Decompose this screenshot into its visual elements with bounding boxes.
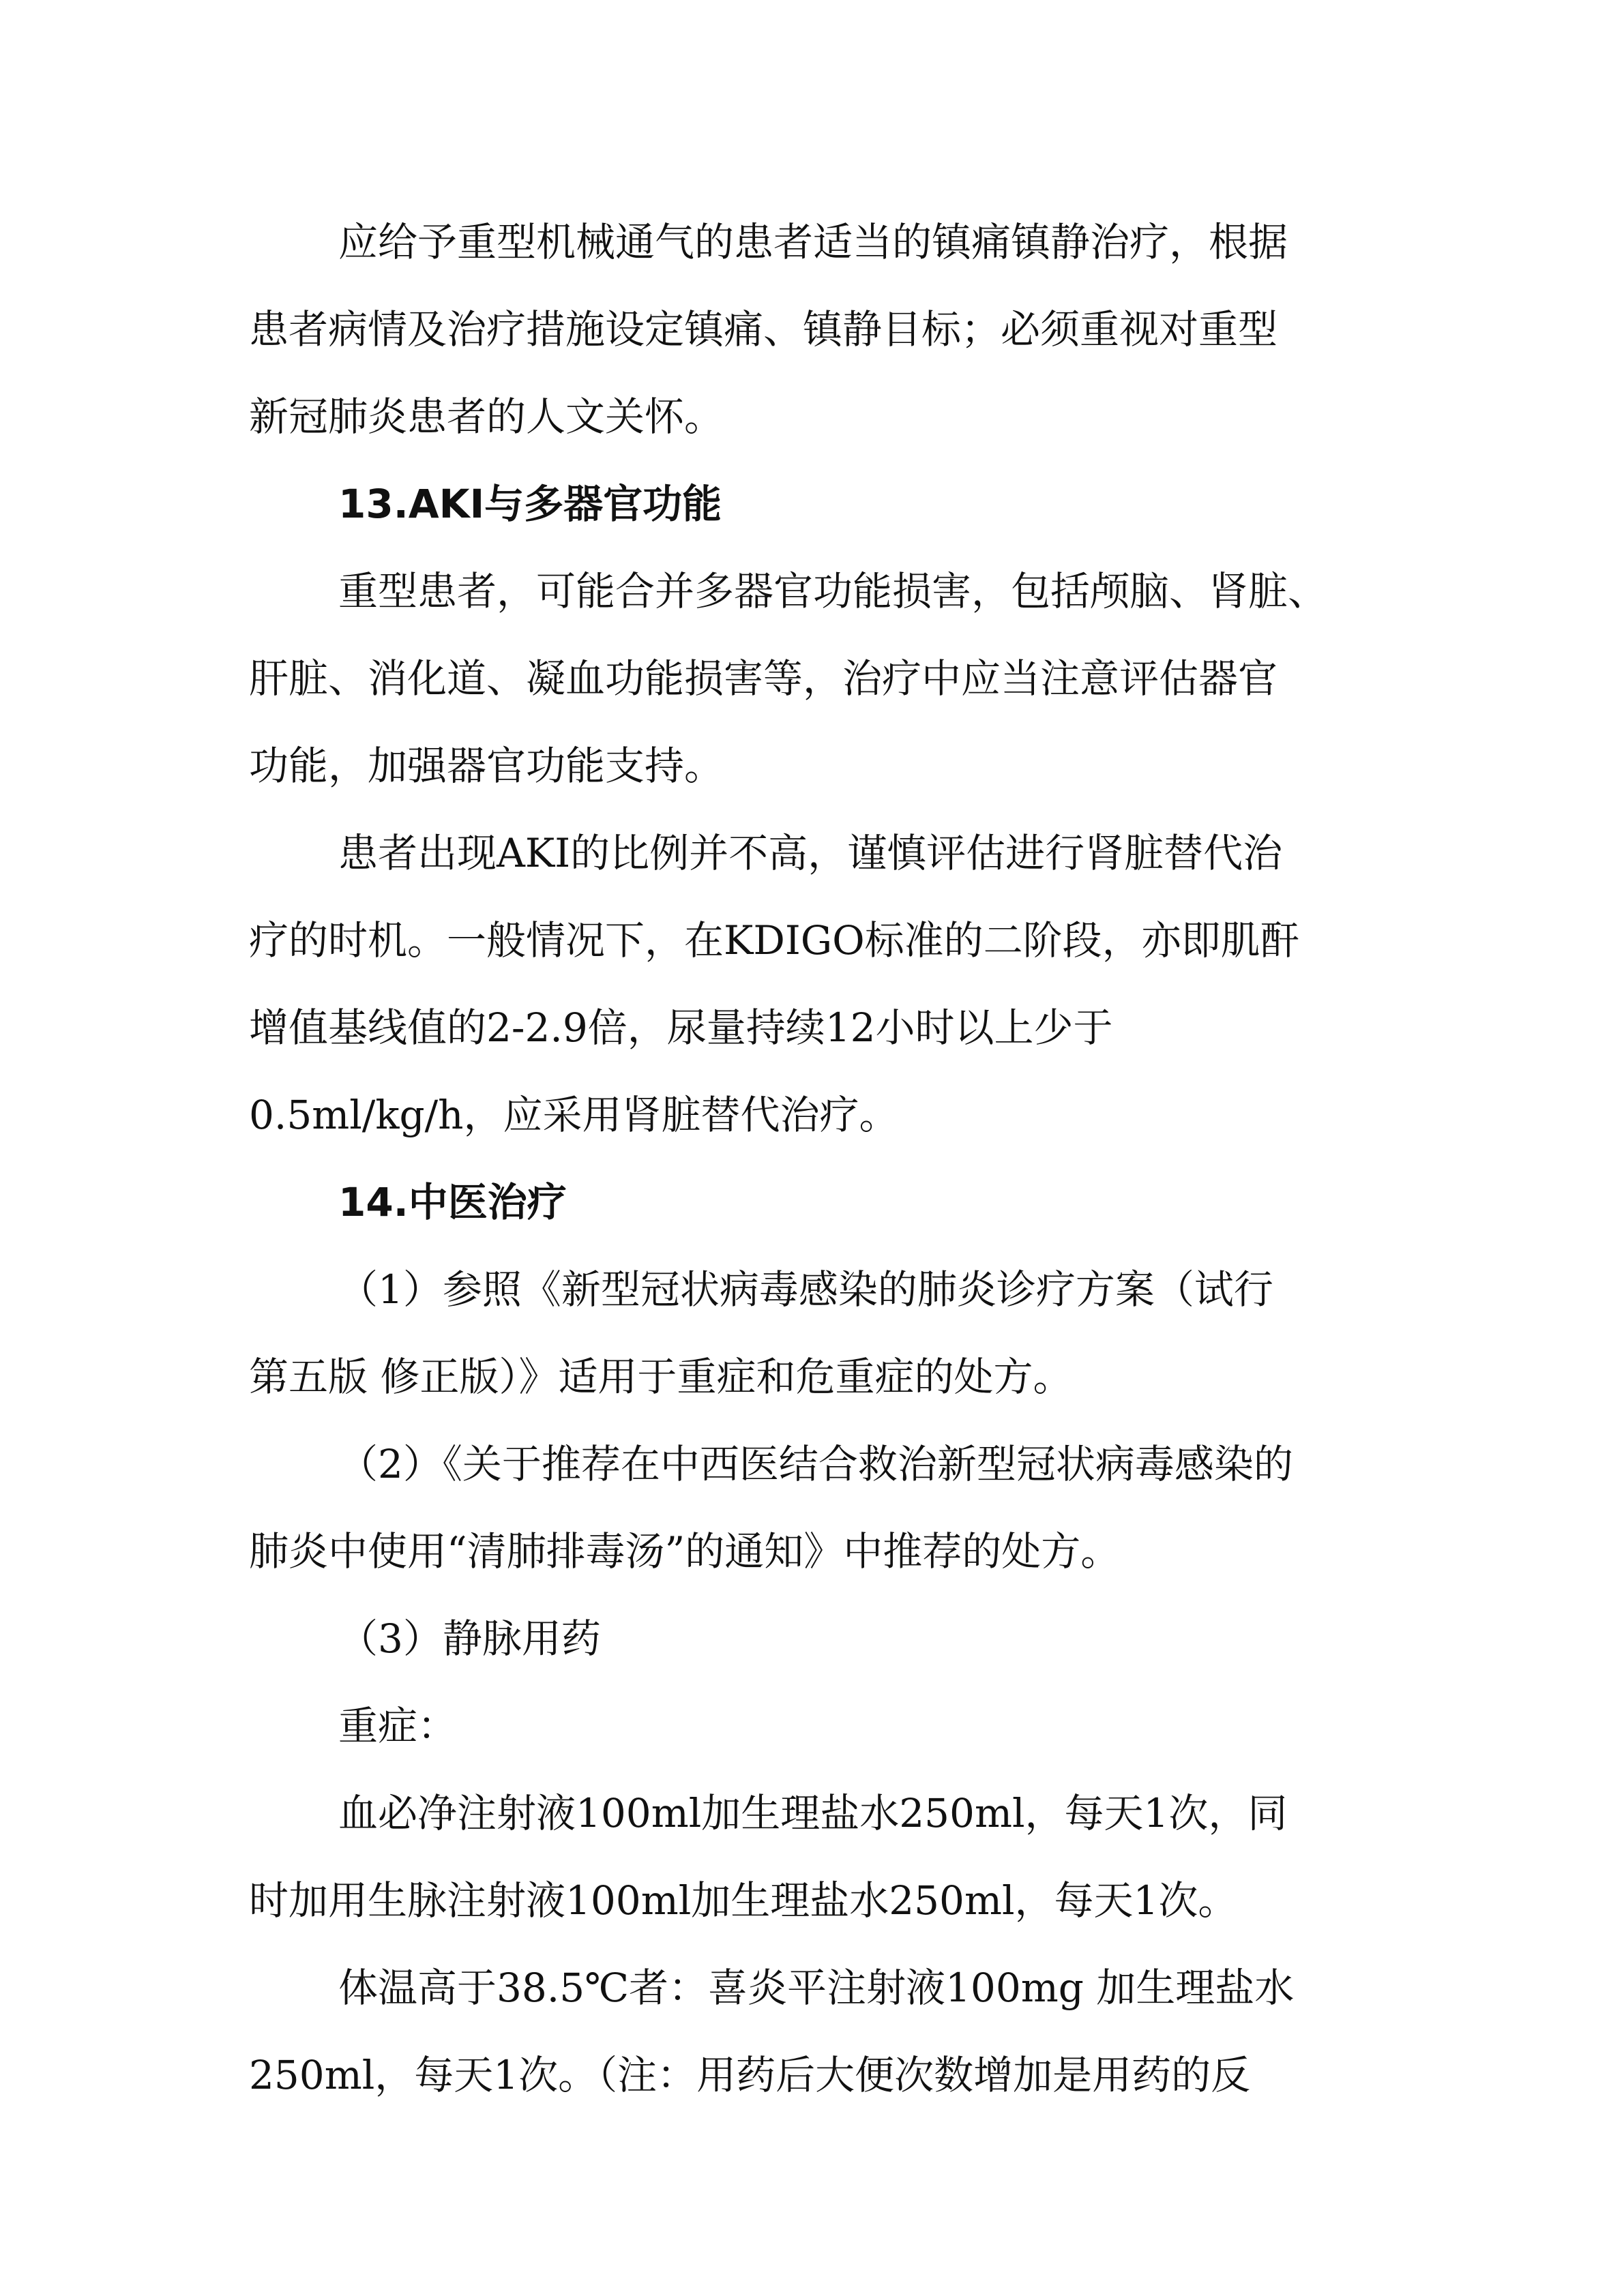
paragraph-line-11: 0.5ml/kg/h，应采用肾脏替代治疗。 [249,1092,899,1138]
paragraph-line-17: （3）静脉用药 [338,1615,601,1662]
paragraph-line-7: 功能，加强器官功能支持。 [249,743,724,789]
section-heading-13: 13.AKI与多器官功能 [338,481,722,527]
paragraph-line-18: 重症： [338,1703,458,1749]
paragraph-line-8: 患者出现AKI的比例并不高，谨慎评估进行肾脏替代治 [338,830,1283,876]
paragraph-line-16: 肺炎中使用“清肺排毒汤”的通知》中推荐的处方。 [249,1528,1121,1575]
paragraph-line-15: （2）《关于推荐在中西医结合救治新型冠状病毒感染的 [338,1441,1293,1487]
paragraph-line-10: 增值基线值的2-2.9倍，尿量持续12小时以上少于 [249,1004,1113,1051]
paragraph-line-20: 时加用生脉注射液100ml加生理盐水250ml，每天1次。 [249,1877,1238,1924]
paragraph-line-14: 第五版 修正版）》适用于重症和危重症的处方。 [249,1354,1073,1400]
paragraph-line-6: 肝脏、消化道、凝血功能损害等，治疗中应当注意评估器官 [249,655,1278,702]
paragraph-line-3: 新冠肺炎患者的人文关怀。 [249,393,724,440]
paragraph-line-1: 应给予重型机械通气的患者适当的镇痛镇静治疗，根据 [338,219,1288,265]
paragraph-line-13: （1）参照《新型冠状病毒感染的肺炎诊疗方案（试行 [338,1266,1273,1313]
paragraph-line-5: 重型患者，可能合并多器官功能损害，包括颅脑、肾脏、 [338,568,1328,614]
paragraph-line-22: 250ml，每天1次。（注：用药后大便次数增加是用药的反 [249,2052,1251,2098]
paragraph-line-9: 疗的时机。一般情况下，在KDIGO标准的二阶段，亦即肌酐 [249,917,1300,964]
paragraph-line-19: 血必净注射液100ml加生理盐水250ml，每天1次，同 [338,1790,1288,1836]
paragraph-line-2: 患者病情及治疗措施设定镇痛、镇静目标；必须重视对重型 [249,306,1278,353]
section-heading-14: 14.中医治疗 [338,1179,567,1225]
paragraph-line-21: 体温高于38.5℃者：喜炎平注射液100mg 加生理盐水 [338,1965,1295,2011]
